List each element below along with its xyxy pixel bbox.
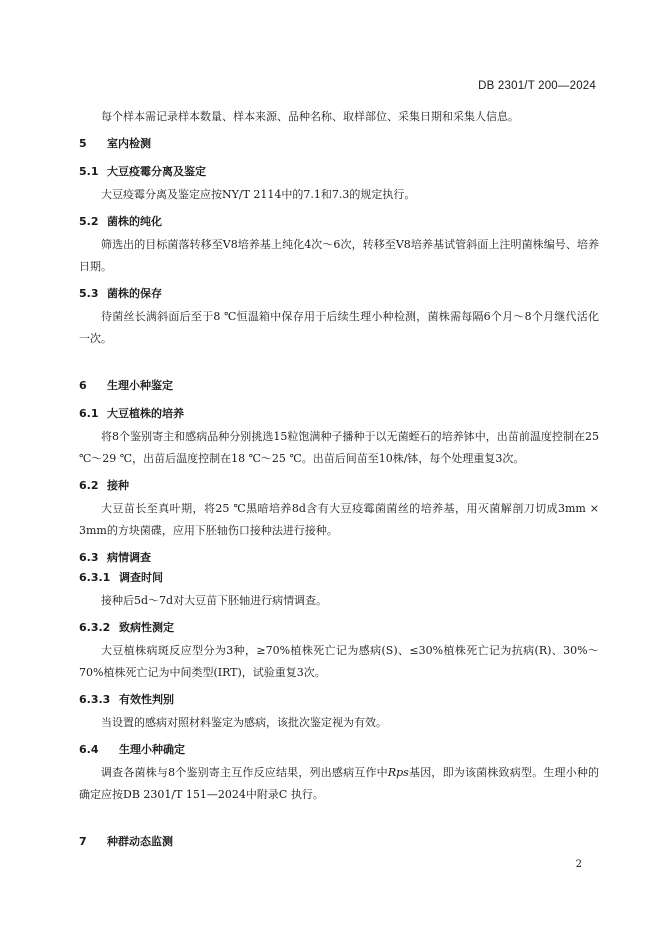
section-5-heading — [79, 136, 599, 152]
paragraph-5-3: 待菌丝长满斜面后至于8 ℃恒温箱中保存用于后续生理小种检测，菌株需每隔6个月～8个月继代活化一次。 — [79, 310, 599, 345]
section-title: 大豆植株的培养 — [107, 407, 184, 420]
rps-gene-term: Rps — [387, 766, 409, 779]
section-title: 大豆疫霉分离及鉴定 — [107, 165, 206, 178]
paragraph-5-1: 大豆疫霉分离及鉴定应按NY/T 2114中的7.1和7.3的规定执行。 — [101, 188, 416, 201]
paragraph-6-4 — [79, 762, 599, 806]
section-number: 6.3.3 — [79, 693, 111, 706]
document-body — [79, 106, 599, 862]
section-number: 7 — [79, 835, 87, 848]
section-5-2-heading — [79, 214, 599, 230]
paragraph-6-4-text-after: 基因，即为该菌株致病型。生理小种的确定应按DB 2301/T 151—2024中附录C 执行。 — [79, 766, 600, 801]
section-number: 6.4 — [79, 743, 99, 756]
section-title: 病情调查 — [107, 551, 151, 564]
paragraph-6-2: 大豆苗长至真叶期，将25 ℃黑暗培养8d含有大豆疫霉菌菌丝的培养基，用灭菌解剖刀切成3mm × 3mm的方块菌碟，应用下胚轴伤口接种法进行接种。 — [79, 502, 599, 537]
section-title: 调查时间 — [119, 571, 163, 584]
section-title: 生理小种鉴定 — [107, 379, 173, 392]
section-number: 6.1 — [79, 407, 99, 420]
section-title: 生理小种确定 — [119, 743, 185, 756]
paragraph-6-1: 将8个鉴别寄主和感病品种分别挑选15粒饱满种子播种于以无菌蛭石的培养钵中，出苗前温度控制在25 ℃～29 ℃，出苗后温度控制在18 ℃～25 ℃。出苗后间苗至10株/钵，每个处理重复3次。 — [79, 430, 599, 465]
section-number: 6.2 — [79, 479, 99, 492]
section-number: 6 — [79, 379, 87, 392]
section-6-3-1-heading — [79, 570, 599, 586]
section-6-2-heading — [79, 478, 599, 494]
section-6-1-heading — [79, 406, 599, 422]
section-title: 致病性测定 — [119, 621, 174, 634]
paragraph-6-4-text-before: 调查各菌株与8个鉴别寄主互作反应结果，列出感病互作中 — [101, 766, 388, 779]
section-number: 5.1 — [79, 165, 99, 178]
section-number: 6.3.1 — [79, 571, 111, 584]
section-7-heading — [79, 834, 599, 850]
section-number: 6.3.2 — [79, 621, 111, 634]
section-5-3-heading — [79, 286, 599, 302]
section-number: 6.3 — [79, 551, 99, 564]
section-5-1-heading — [79, 164, 599, 180]
section-6-3-2-heading — [79, 620, 599, 636]
section-title: 有效性判别 — [119, 693, 174, 706]
section-number: 5.2 — [79, 215, 99, 228]
section-title: 接种 — [107, 479, 129, 492]
paragraph-sample-record: 每个样本需记录样本数量、样本来源、品种名称、取样部位、采集日期和采集人信息。 — [101, 110, 519, 123]
section-title: 种群动态监测 — [107, 835, 173, 848]
section-number: 5 — [79, 137, 87, 150]
document-id-header: DB 2301/T 200—2024 — [478, 80, 596, 92]
paragraph-5-2: 筛选出的目标菌落转移至V8培养基上纯化4次～6次，转移至V8培养基试管斜面上注明菌株编号、培养日期。 — [79, 238, 599, 273]
paragraph-6-3-1: 接种后5d～7d对大豆苗下胚轴进行病情调查。 — [101, 594, 328, 607]
paragraph-6-3-3: 当设置的感病对照材料鉴定为感病，该批次鉴定视为有效。 — [101, 716, 387, 729]
section-title: 室内检测 — [107, 137, 151, 150]
paragraph-6-3-2: 大豆植株病斑反应型分为3种，≥70%植株死亡记为感病(S)、≤30%植株死亡记为抗病(R)、30%～70%植株死亡记为中间类型(IRT)，试验重复3次。 — [79, 644, 599, 679]
section-6-heading — [79, 378, 599, 394]
page-number: 2 — [575, 859, 582, 870]
section-6-3-heading — [79, 550, 599, 566]
section-title: 菌株的保存 — [107, 287, 162, 300]
section-title: 菌株的纯化 — [107, 215, 162, 228]
section-number: 5.3 — [79, 287, 99, 300]
section-6-3-3-heading — [79, 692, 599, 708]
section-6-4-heading — [79, 742, 599, 758]
